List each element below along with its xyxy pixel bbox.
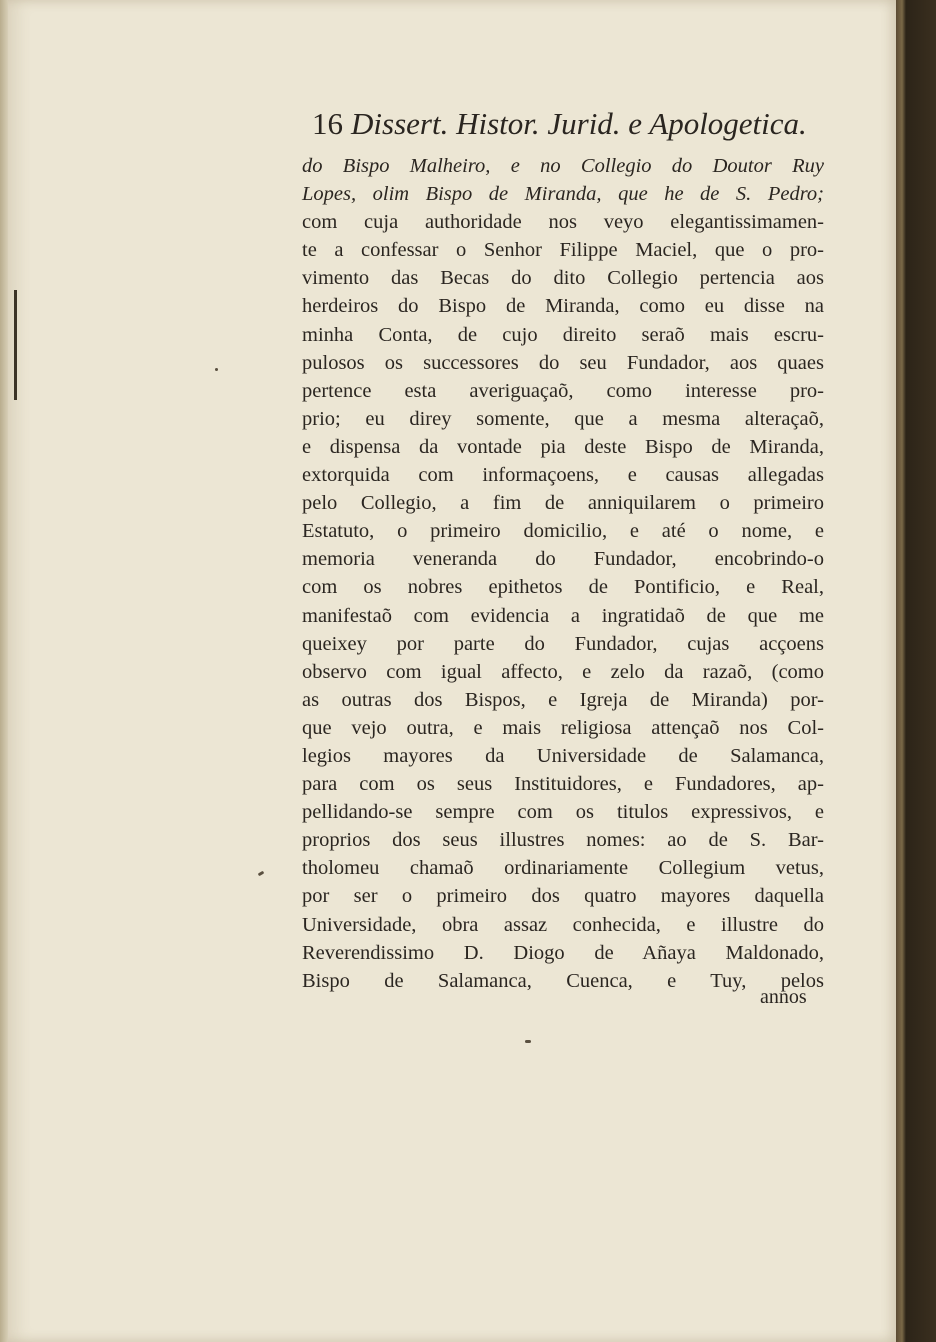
left-page-edge bbox=[0, 0, 8, 1342]
text-line: Universidade, obra assaz conhecida, e illustre do bbox=[302, 913, 824, 936]
binding-mark bbox=[14, 290, 17, 400]
text-line: Bispo de Salamanca, Cuenca, e Tuy, pelos bbox=[302, 969, 824, 992]
text-line: por ser o primeiro dos quatro mayores daquella bbox=[302, 885, 824, 908]
text-line: herdeiros do Bispo de Miranda, como eu disse na bbox=[302, 295, 824, 318]
text-line: vimento das Becas do dito Collegio pertencia aos bbox=[302, 267, 824, 290]
text-line: Estatuto, o primeiro domicilio, e até o nome, e bbox=[302, 520, 824, 543]
text-line: memoria veneranda do Fundador, encobrindo-o bbox=[302, 548, 824, 571]
text-line: pertence esta averiguaçaõ, como interesse pro- bbox=[302, 379, 824, 402]
text-line: e dispensa da vontade pia deste Bispo de Miranda, bbox=[302, 435, 824, 458]
text-line: Reverendissimo D. Diogo de Añaya Maldonado, bbox=[302, 941, 824, 964]
text-line: para com os seus Instituidores, e Fundadores, ap- bbox=[302, 773, 824, 796]
text-line: extorquida com informaçoens, e causas allegadas bbox=[302, 464, 824, 487]
text-line: tholomeu chamaõ ordinariamente Collegium vetus, bbox=[302, 857, 824, 880]
ink-speck bbox=[215, 368, 218, 371]
right-page-edge bbox=[896, 0, 936, 1342]
ink-speck bbox=[525, 1040, 531, 1043]
text-line: as outras dos Bispos, e Igreja de Miranda) por- bbox=[302, 688, 824, 711]
text-line: pellidando-se sempre com os titulos expressivos, e bbox=[302, 801, 824, 824]
text-line: com cuja authoridade nos veyo elegantissimamen- bbox=[302, 211, 824, 234]
text-line: pelo Collegio, a fim de anniquilarem o primeiro bbox=[302, 492, 824, 515]
text-line: do Bispo Malheiro, e no Collegio do Doutor Ruy bbox=[302, 155, 824, 177]
catchword: annos bbox=[760, 986, 807, 1008]
body-text bbox=[302, 152, 824, 995]
text-line: Lopes, olim Bispo de Miranda, que he de S. Pedro; bbox=[302, 183, 824, 206]
page-number: 16 bbox=[312, 106, 343, 141]
text-line: minha Conta, de cujo direito seraõ mais escru- bbox=[302, 323, 824, 346]
text-line: queixey por parte do Fundador, cujas acçoens bbox=[302, 632, 824, 655]
text-line: proprios dos seus illustres nomes: ao de S. Bar- bbox=[302, 829, 824, 852]
text-line: manifestaõ com evidencia a ingratidaõ de que me bbox=[302, 604, 824, 627]
text-line: te a confessar o Senhor Filippe Maciel, que o pro- bbox=[302, 239, 824, 262]
text-line: com os nobres epithetos de Pontificio, e Real, bbox=[302, 576, 824, 599]
text-line: observo com igual affecto, e zelo da razaõ, (como bbox=[302, 660, 824, 683]
running-title: Dissert. Histor. Jurid. e Apologetica. bbox=[351, 106, 807, 141]
text-line: legios mayores da Universidade de Salamanca, bbox=[302, 744, 824, 767]
text-line: pulosos os successores do seu Fundador, aos quaes bbox=[302, 351, 824, 374]
running-header bbox=[312, 106, 812, 146]
text-line: prio; eu direy somente, que a mesma alteraçaõ, bbox=[302, 407, 824, 430]
text-line: que vejo outra, e mais religiosa attençaõ nos Col- bbox=[302, 716, 824, 739]
